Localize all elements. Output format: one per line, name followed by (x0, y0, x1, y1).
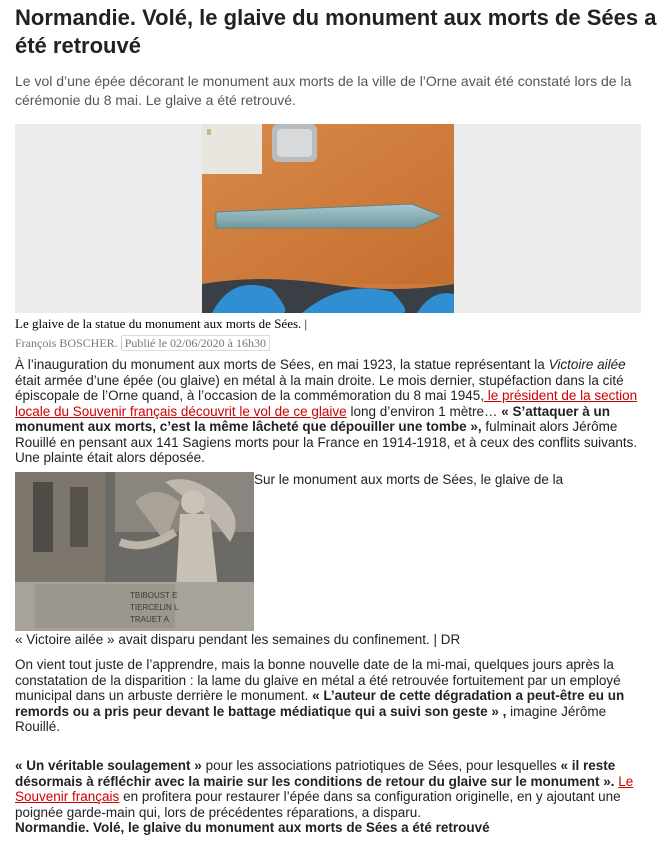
article-lead: Le vol d’une épée décorant le monument aux morts de la ville de l’Orne avait été constaté lors de la cérémonie du 8 mai. Le glaive a été retrouvé. (15, 73, 632, 108)
p2-quote: « L’auteur de cette dégradation a peut-être eu un remords ou a pris peur devant le battage médiatique qui a suivi son geste » , (15, 688, 625, 719)
p1-text-c: long d’environ 1 mètre… (346, 403, 502, 419)
paragraph-3 (15, 758, 645, 836)
engraving-line-1: TBIBOUST E (130, 591, 178, 600)
p1-text-a: À l’inauguration du monument aux morts de Sées, en mai 1923, la statue représentant la (15, 357, 549, 372)
statue-photo[interactable] (15, 472, 254, 631)
p3-quote-1: « Un véritable soulagement » (15, 758, 202, 773)
p1-text-b: était armée d’une épée (ou glaive) en métal à la main droite. Le mois dernier, stupéfaction dans la cité épiscopale de l’Orne quand, à l’occasion de la commémoration du 8 mai 1945, (15, 372, 624, 403)
statue-caption-end: « Victoire ailée » avait disparu pendant les semaines du confinement. | DR (15, 632, 461, 647)
statue-image (15, 472, 254, 631)
statue-caption-start: Sur le monument aux morts de Sées, le glaive de la (254, 472, 564, 487)
paragraph-2 (15, 657, 645, 735)
sword-on-table-image (202, 124, 454, 313)
photo-caption: Le glaive de la statue du monument aux morts de Sées. | (15, 316, 308, 331)
souvenir-francais-link[interactable]: Le Souvenir français (15, 773, 634, 804)
p2-text-b: imagine Jérôme Rouillé. (15, 703, 607, 734)
article-footer-title: Normandie. Volé, le glaive du monument aux morts de Sées a été retrouvé (15, 820, 490, 835)
article-title: Normandie. Volé, le glaive du monument aux morts de Sées a été retrouvé (15, 5, 657, 58)
publish-date: Publié le 02/06/2020 à 16h30 (122, 335, 270, 351)
p3-text-b: en profitera pour restaurer l’épée dans sa configuration originelle, en y ajoutant une poignée garde-main qui, lors de précédentes réparations, a disparu. (15, 789, 621, 820)
p2-text-a: On vient tout juste de l’apprendre, mais la bonne nouvelle date de la mi-mai, quelques jours après la constatation de la disparition : la lame du glaive en métal a été retrouvée fortuitement par un employé municipal dans un arbuste derrière le monument. (15, 657, 621, 703)
p1-quote: « S’attaquer à un monument aux morts, c’est la même lâcheté que dépouiller une tombe », (15, 403, 611, 434)
sword-photo[interactable] (202, 124, 454, 313)
p3-text-a: pour les associations patriotiques de Sées, pour lesquelles (201, 758, 561, 773)
paragraph-1 (15, 357, 645, 466)
souvenir-francais-article-link[interactable]: le président de la section locale du Souvenir français découvrit le vol de ce glaive (15, 388, 638, 419)
byline (15, 334, 270, 352)
p3-quote-2: « il reste désormais à réfléchir avec la mairie sur les conditions de retour du glaive sur le monument ». (15, 758, 616, 789)
p1-victoire: Victoire ailée (548, 357, 626, 372)
photo-band (15, 124, 641, 313)
author-name[interactable]: François BOSCHER. (15, 336, 122, 350)
engraving-line-2: TIERCELIN L (130, 603, 179, 612)
p1-text-d: fulminait alors Jérôme Rouillé en pensant aux 141 Sagiens morts pour la France en 1914-1918, et à ceux des conflits suivants. Une plainte était alors déposée. (15, 419, 638, 465)
engraving-line-3: TRAUET A (130, 615, 169, 624)
